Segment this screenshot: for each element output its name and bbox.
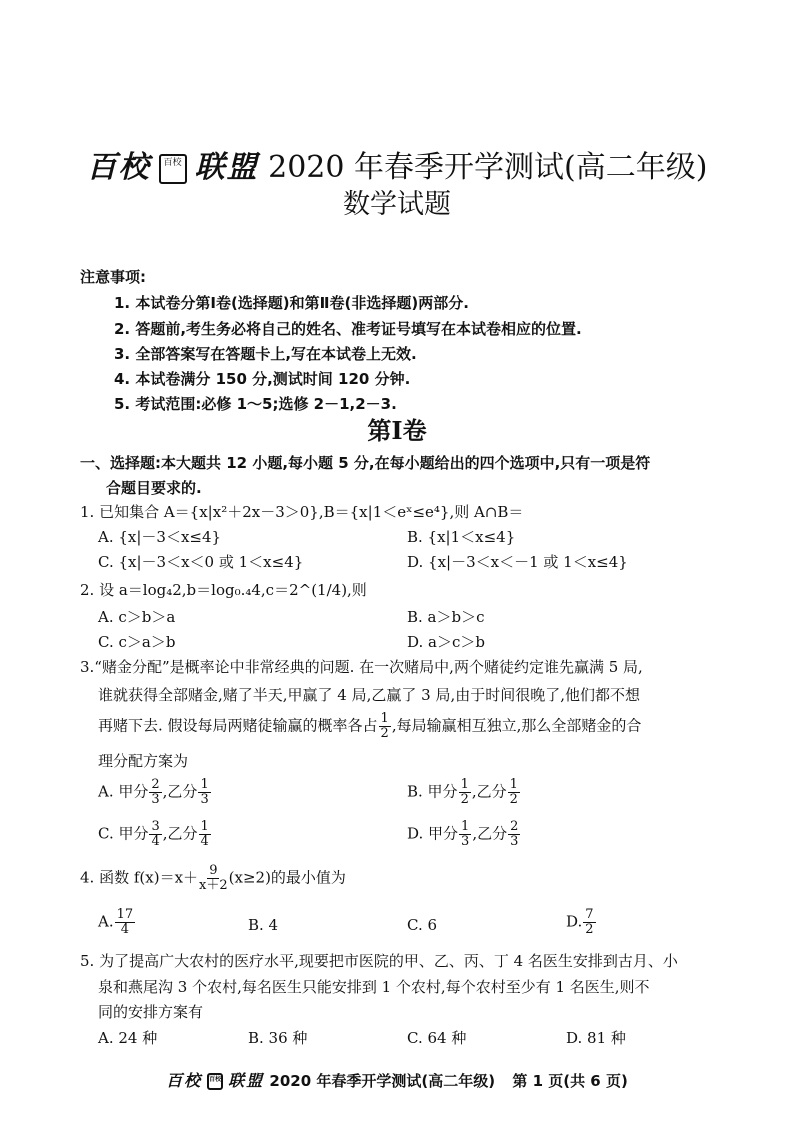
q2-option-b: B. a＞b＞c bbox=[407, 608, 485, 626]
exam-title: 2020 年春季开学测试(高二年级) bbox=[268, 150, 708, 185]
q3-option-b: B. 甲分 $\frac{1}{2}$ ,乙分 $\frac{1}{2}$ bbox=[407, 777, 518, 807]
q5-option-d: D. 81 种 bbox=[566, 1029, 626, 1047]
brand-right: 联盟 bbox=[194, 150, 259, 185]
q1-option-c: C. {x|－3＜x＜0 或 1＜x≤4} bbox=[98, 553, 304, 571]
q5-option-a: A. 24 种 bbox=[98, 1029, 158, 1047]
q4-option-c: C. 6 bbox=[407, 916, 438, 934]
q5-line: 5. 为了提高广大农村的医疗水平,现要把市医院的甲、乙、丙、丁 4 名医生安排到古月、小 bbox=[80, 952, 678, 970]
volume-title: 第Ⅰ卷 bbox=[367, 416, 427, 445]
q3-line: 谁就获得全部赌金,赌了半天,甲赢了 4 局,乙赢了 3 局,由于时间很晚了,他们都不想 bbox=[98, 686, 641, 704]
q1-stem: 1. 已知集合 A＝{x|x²＋2x－3＞0},B＝{x|1＜eˣ≤e⁴},则 A∩B＝ bbox=[80, 503, 524, 521]
q5-option-c: C. 64 种 bbox=[407, 1029, 467, 1047]
note-item: 4. 本试卷满分 150 分,测试时间 120 分钟. bbox=[114, 370, 411, 388]
q5-option-b: B. 36 种 bbox=[248, 1029, 308, 1047]
seal-logo-icon: 百校 bbox=[159, 154, 187, 184]
q5-line: 泉和燕尾沟 3 个农村,每名医生只能安排到 1 个农村,每个农村至少有 1 名医生,则不 bbox=[98, 978, 650, 996]
q2-option-d: D. a＞c＞b bbox=[407, 633, 485, 651]
q4-stem: 4. 函数 f(x)＝x＋ $\frac{9}{x+2}$ (x≥2)的最小值为 bbox=[80, 863, 346, 893]
q3-line: 理分配方案为 bbox=[98, 752, 189, 770]
q3-line: 再赌下去. 假设每局两赌徒输赢的概率各占 $\frac{1}{2}$ ,每局输赢相互独立,那么全部赌金的合 bbox=[98, 711, 642, 741]
q3-option-c: C. 甲分 $\frac{3}{4}$ ,乙分 $\frac{1}{4}$ bbox=[98, 819, 209, 849]
q4-option-d: D. $\frac{7}{2}$ bbox=[566, 907, 594, 937]
q5-line: 同的安排方案有 bbox=[98, 1003, 204, 1021]
fraction: $\frac{1}{2}$ bbox=[380, 711, 389, 741]
q1-option-a: A. {x|－3＜x≤4} bbox=[98, 528, 222, 546]
q2-option-a: A. c＞b＞a bbox=[98, 608, 176, 626]
q1-option-d: D. {x|－3＜x＜－1 或 1＜x≤4} bbox=[407, 553, 628, 571]
footer-brand-right: 联盟 bbox=[228, 1071, 265, 1090]
q3-line: 3.“赌金分配”是概率论中非常经典的问题. 在一次赌局中,两个赌徒约定谁先赢满 5 局, bbox=[80, 658, 643, 676]
section-heading: 一、选择题:本大题共 12 小题,每小题 5 分,在每小题给出的四个选项中,只有一项是符 bbox=[80, 454, 651, 472]
q3-option-d: D. 甲分 $\frac{1}{3}$ ,乙分 $\frac{2}{3}$ bbox=[407, 819, 519, 849]
q1-option-b: B. {x|1＜x≤4} bbox=[407, 528, 516, 546]
note-item: 2. 答题前,考生务必将自己的姓名、准考证号填写在本试卷相应的位置. bbox=[114, 320, 582, 338]
q4-option-b: B. 4 bbox=[248, 916, 279, 934]
note-item: 1. 本试卷分第Ⅰ卷(选择题)和第Ⅱ卷(非选择题)两部分. bbox=[114, 294, 469, 312]
note-item: 5. 考试范围:必修 1～5;选修 2－1,2－3. bbox=[114, 395, 397, 413]
page-title bbox=[0, 142, 794, 186]
q3-option-a: A. 甲分 $\frac{2}{3}$ ,乙分 $\frac{1}{3}$ bbox=[98, 777, 209, 807]
subject-title: 数学试题 bbox=[343, 189, 451, 220]
footer-seal-icon: 百校 bbox=[207, 1073, 223, 1090]
brand-left: 百校 bbox=[86, 150, 151, 185]
page-footer bbox=[0, 1068, 794, 1091]
q2-stem: 2. 设 a＝log₄2,b＝log₀.₄4,c＝2^(1/4),则 bbox=[80, 581, 367, 599]
footer-title: 2020 年春季开学测试(高二年级) bbox=[269, 1072, 496, 1090]
q2-option-c: C. c＞a＞b bbox=[98, 633, 176, 651]
footer-brand-left: 百校 bbox=[166, 1071, 203, 1090]
q4-option-a: A. $\frac{17}{4}$ bbox=[98, 907, 134, 937]
note-item: 3. 全部答案写在答题卡上,写在本试卷上无效. bbox=[114, 345, 417, 363]
section-heading-cont: 合题目要求的. bbox=[106, 479, 202, 497]
page-number: 第 1 页(共 6 页) bbox=[512, 1072, 628, 1090]
notes-heading: 注意事项: bbox=[80, 268, 146, 286]
